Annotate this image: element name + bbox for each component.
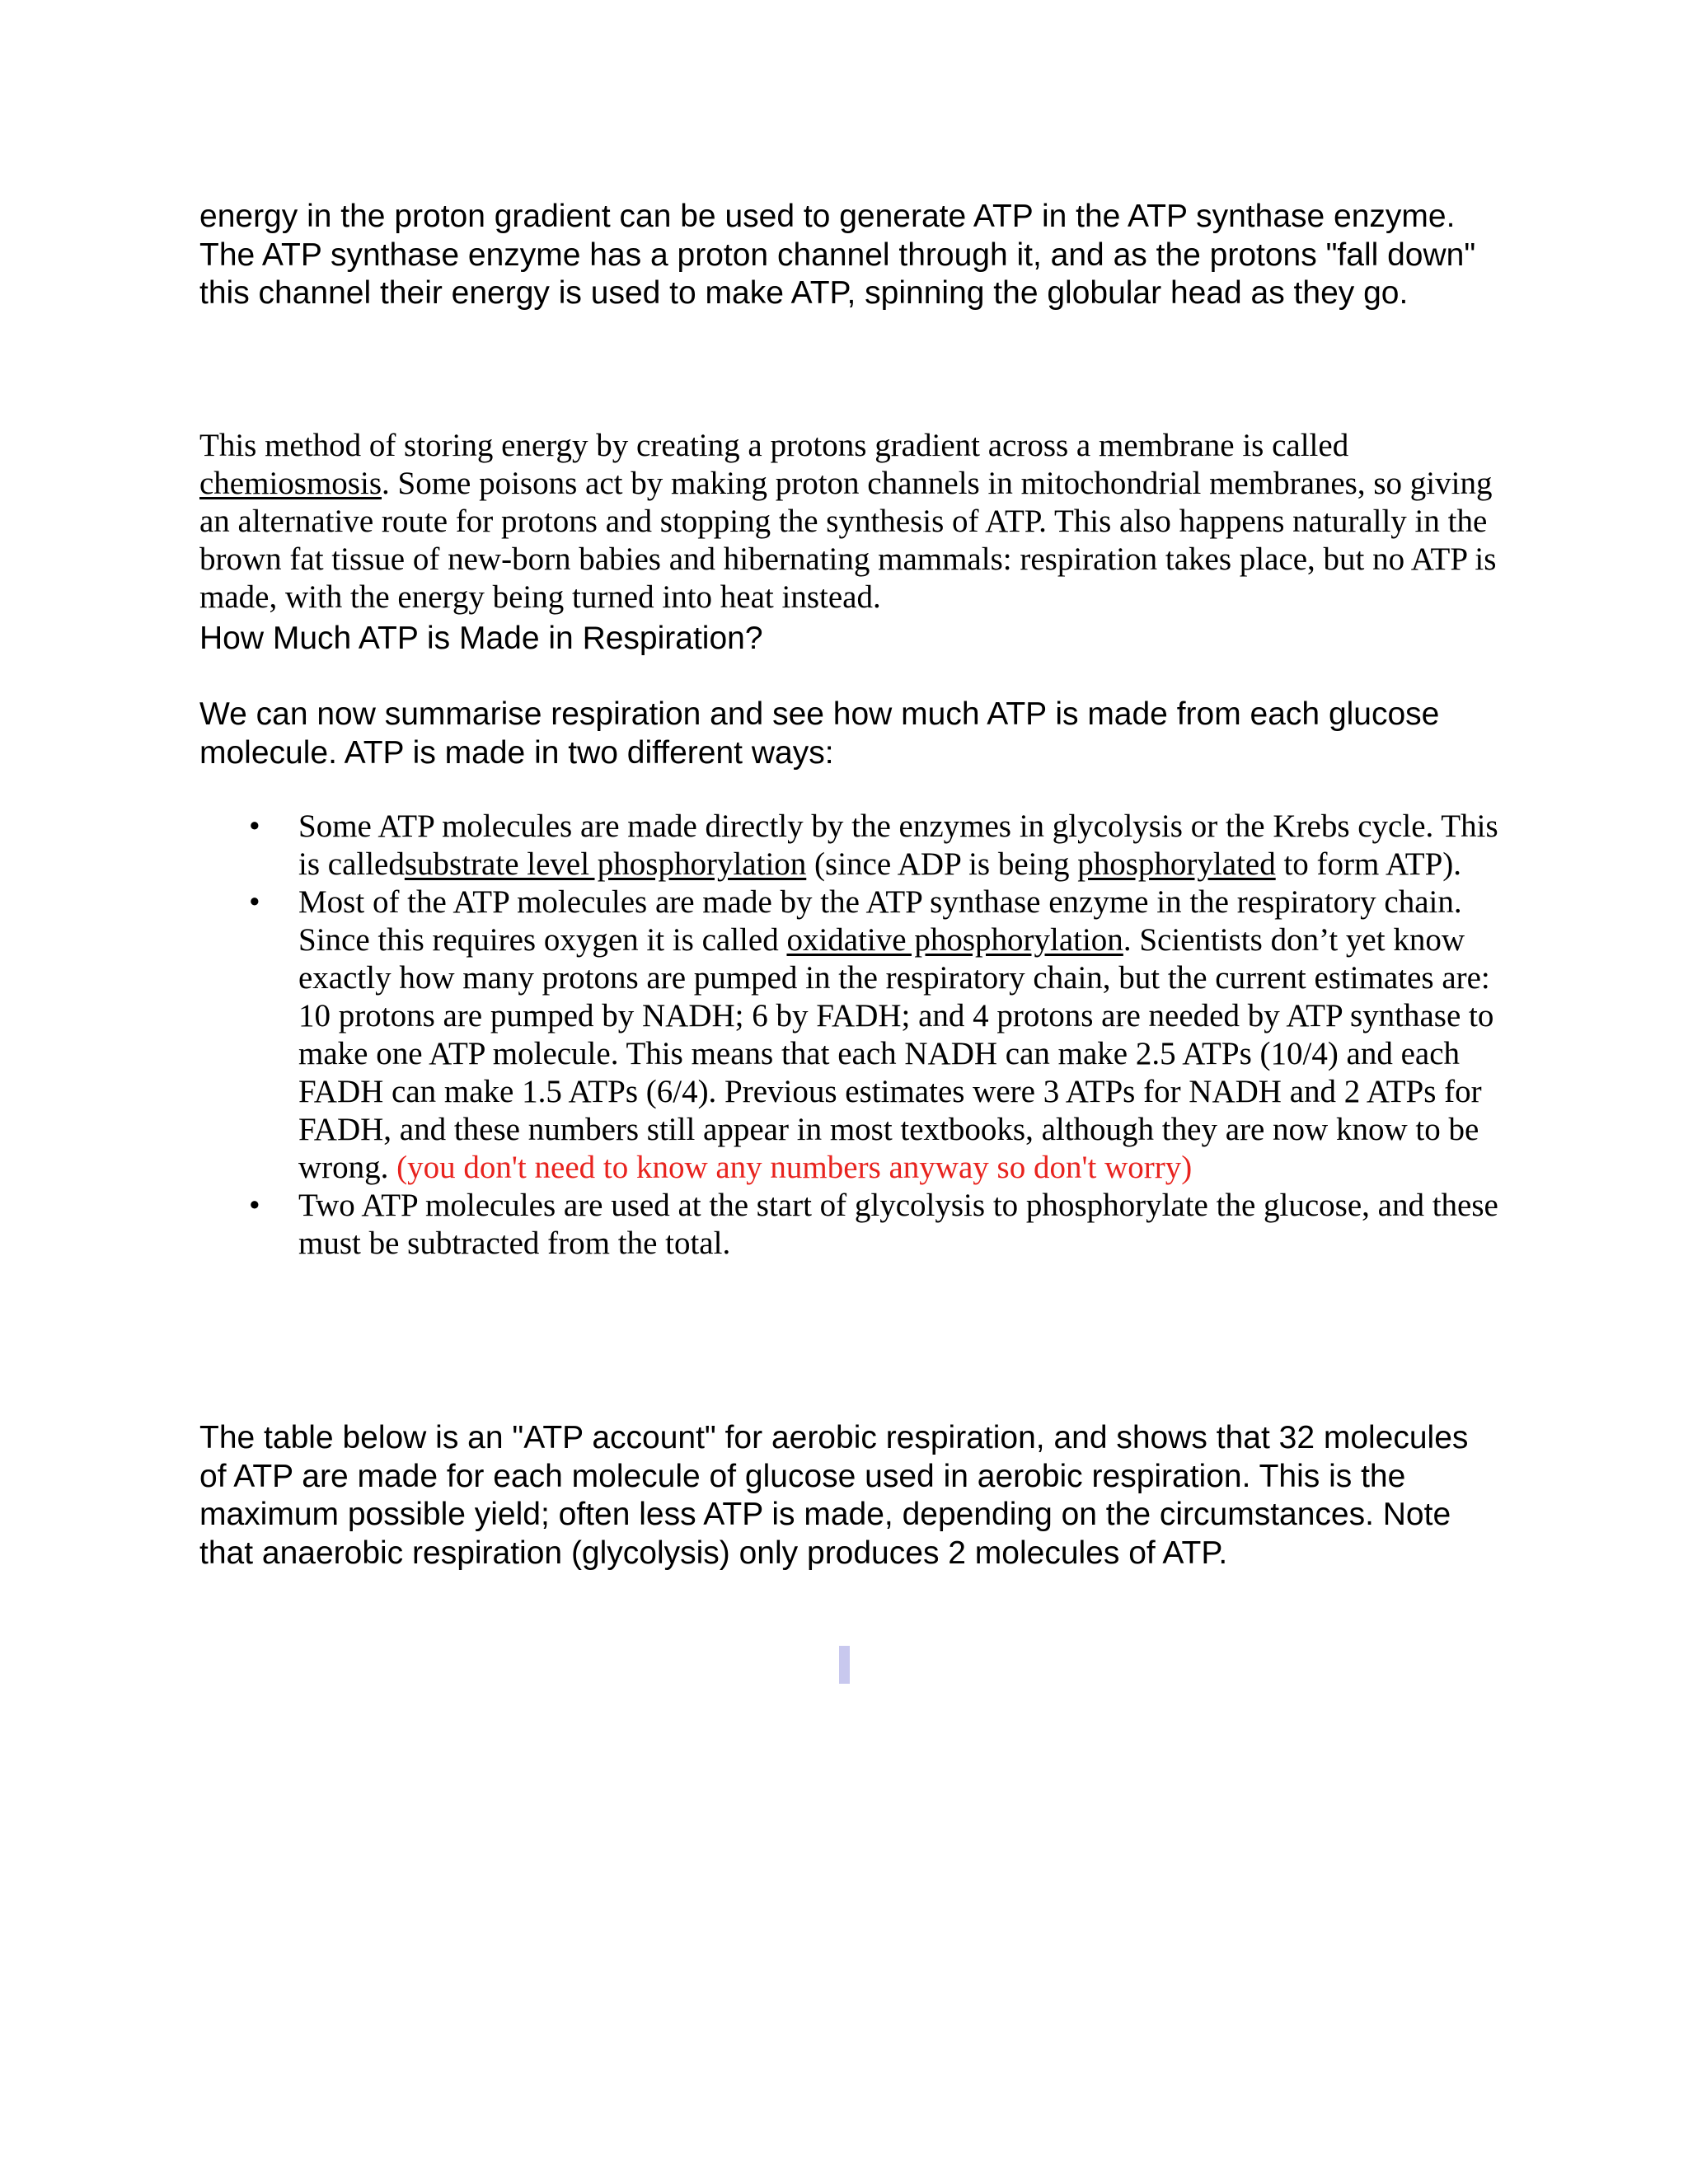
text-cursor [839, 1646, 850, 1684]
atp-methods-list [199, 808, 1502, 1263]
term-substrate-level-phosphorylation: substrate level phosphorylation [404, 846, 807, 882]
list-item [199, 883, 1502, 1187]
paragraph-summary-intro: We can now summarise respiration and see how much ATP is made from each glucose molecule. ATP is made in two different ways: [199, 696, 1440, 771]
bullet-marker: • [249, 1188, 260, 1223]
term-oxidative-phosphorylation: oxidative phosphorylation [786, 922, 1123, 958]
term-chemiosmosis: chemiosmosis [199, 466, 382, 501]
list-item-text: to form ATP). [1275, 846, 1462, 882]
list-item-text: (since ADP is being [806, 846, 1078, 882]
list-item [199, 808, 1502, 883]
section-heading: How Much ATP is Made in Respiration? [199, 621, 763, 656]
list-item-text: . Scientists don’t yet know exactly how many protons are pumped in the respiratory chain, but the current estimates are: 10 protons are pumped by NADH; 6 by FADH; and 4 protons are needed by ATP synthase to make one ATP molecule. This means that each NADH can make 2.5 ATPs (10/4) and each FADH can make 1.5 ATPs (6/4). Previous estimates were 3 ATPs for NADH and 2 ATPs for FADH, and these numbers still appear in most textbooks, although they are now know to be wrong. [298, 922, 1494, 1185]
list-item-text: Some ATP molecules are made directly by the enzymes in glycolysis or the Krebs cycle. This is called [298, 808, 1498, 882]
bullet-marker: • [249, 808, 260, 844]
list-item-text: Two ATP molecules are used at the start of glycolysis to phosphorylate the glucose, and these must be subtracted from the total. [298, 1188, 1498, 1261]
paragraph-chemiosmosis-rest: . Some poisons act by making proton channels in mitochondrial membranes, so giving an alternative route for protons and stopping the synthesis of ATP. This also happens naturally in the brown fat tissue of new-born babies and hibernating mammals: respiration takes place, but no ATP is made, with the energy being turned into heat instead. [199, 466, 1497, 615]
paragraph-atp-account: The table below is an "ATP account" for aerobic respiration, and shows that 32 molecules of ATP are made for each molecule of glucose used in aerobic respiration. This is the maximum possible yield; often less ATP is made, depending on the circumstances. Note that anaerobic respiration (glycolysis) only produces 2 molecules of ATP. [199, 1420, 1469, 1571]
paragraph-chemiosmosis [199, 427, 1502, 616]
red-note: (you don't need to know any numbers anyway so don't worry) [396, 1150, 1193, 1185]
paragraph-chemiosmosis-intro: This method of storing energy by creating a protons gradient across a membrane is called [199, 428, 1349, 463]
list-item-text: Most of the ATP molecules are made by the ATP synthase enzyme in the respiratory chain. Since this requires oxygen it is called [298, 884, 1462, 958]
term-phosphorylated: phosphorylated [1077, 846, 1276, 882]
bullet-marker: • [249, 884, 260, 920]
list-item [199, 1187, 1502, 1263]
paragraph-proton-gradient: energy in the proton gradient can be used to generate ATP in the ATP synthase enzyme. The ATP synthase enzyme has a proton channel through it, and as the protons "fall down" this channel their energy is used to make ATP, spinning the globular head as they go. [199, 199, 1476, 311]
